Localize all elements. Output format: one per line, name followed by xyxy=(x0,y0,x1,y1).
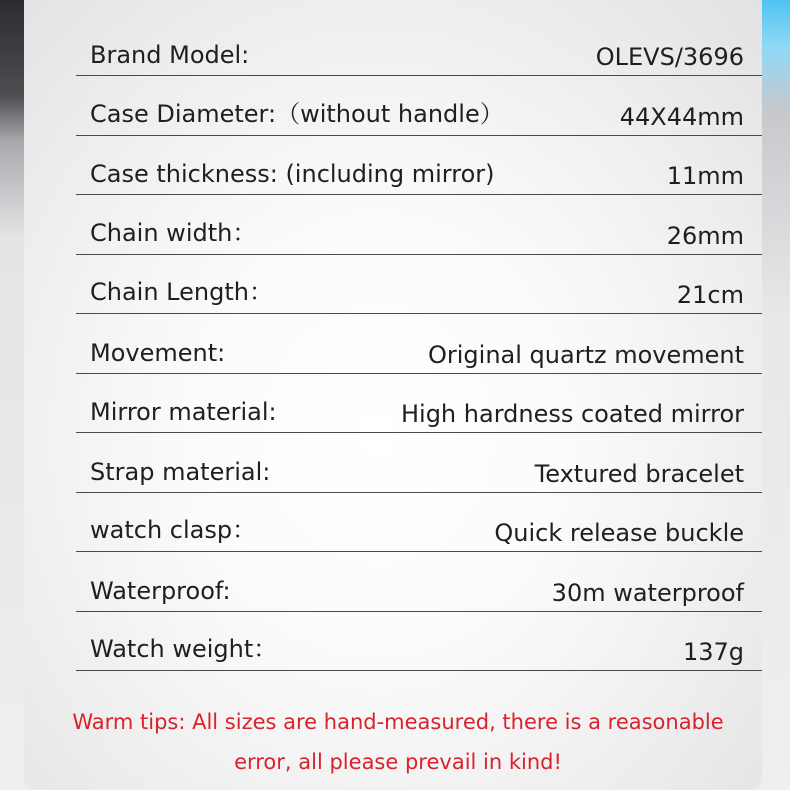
spec-label: Chain Length： xyxy=(90,278,273,306)
spec-value: 21cm xyxy=(676,281,744,309)
spec-row-waterproof xyxy=(76,552,762,612)
spec-row-mirror-material xyxy=(76,374,762,434)
spec-label: Case thickness: (including mirror) xyxy=(90,160,495,188)
spec-label: Chain width： xyxy=(90,218,257,247)
spec-label: Watch weight： xyxy=(90,635,278,663)
spec-row-strap-material xyxy=(76,433,762,493)
spec-label: Mirror material: xyxy=(90,398,277,426)
spec-label: Movement: xyxy=(90,338,226,367)
right-background-edge xyxy=(762,0,790,790)
spec-value: 44X44mm xyxy=(619,102,744,131)
spec-row-chain-width xyxy=(76,195,762,255)
spec-label: Waterproof: xyxy=(90,576,231,605)
spec-value: Quick release buckle xyxy=(494,519,744,547)
spec-label: Brand Model: xyxy=(90,41,250,69)
warm-tips-line-2: error, all please prevail in kind! xyxy=(234,750,562,774)
spec-row-case-thickness xyxy=(76,136,762,196)
spec-label: watch clasp： xyxy=(90,516,257,544)
spec-value: 26mm xyxy=(666,221,744,250)
spec-label: Strap material: xyxy=(90,457,271,486)
spec-value: Original quartz movement xyxy=(428,340,744,369)
spec-card xyxy=(24,0,762,790)
spec-row-watch-weight xyxy=(76,612,762,672)
spec-label: Case Diameter:（without handle） xyxy=(90,99,504,128)
spec-value: 30m waterproof xyxy=(551,578,744,607)
spec-row-case-diameter xyxy=(76,76,762,136)
left-background-edge xyxy=(0,0,24,790)
spec-table xyxy=(76,22,762,671)
spec-row-brand-model xyxy=(76,22,762,76)
warm-tips-line-1: Warm tips: All sizes are hand-measured, there is a reasonable xyxy=(72,710,724,734)
spec-value: Textured bracelet xyxy=(534,459,744,488)
warm-tips-note xyxy=(40,702,756,782)
spec-value: OLEVS/3696 xyxy=(595,43,744,71)
spec-row-watch-clasp xyxy=(76,493,762,553)
spec-value: High hardness coated mirror xyxy=(400,400,744,428)
spec-row-movement xyxy=(76,314,762,374)
spec-value: 137g xyxy=(682,638,744,666)
spec-value: 11mm xyxy=(666,162,744,190)
spec-row-chain-length xyxy=(76,255,762,315)
